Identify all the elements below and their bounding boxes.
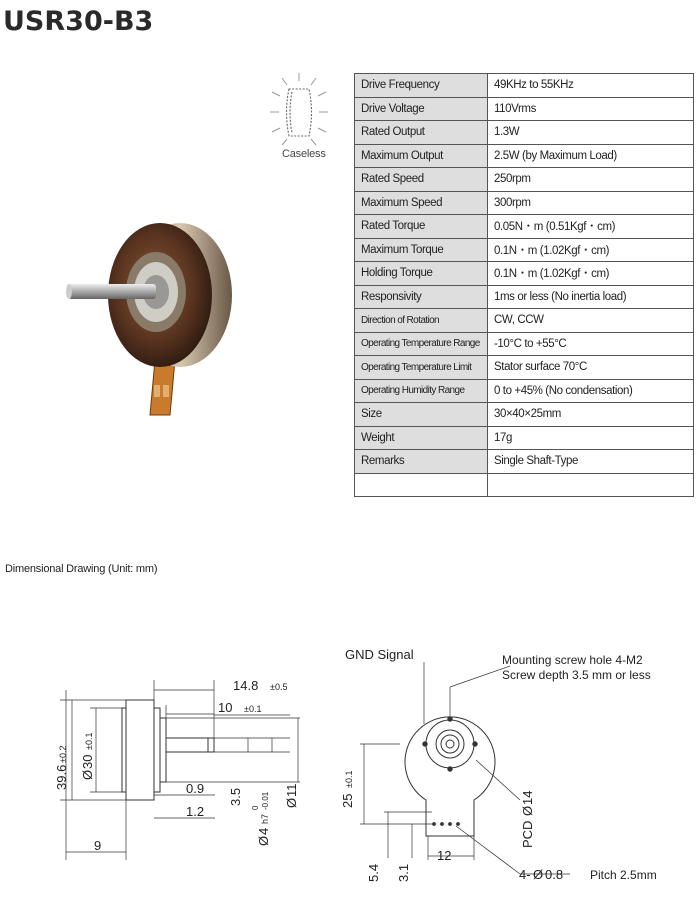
tol-4-lower: -0.01 xyxy=(261,791,270,810)
spec-row xyxy=(355,191,694,215)
spec-key: Rated Torque xyxy=(355,215,488,239)
spec-value: -10°C to +55°C xyxy=(488,332,694,356)
diameter-symbol-4: Ø xyxy=(256,835,271,846)
spec-value: 0 to +45% (No condensation) xyxy=(488,379,694,403)
tol-4-fit: h7 xyxy=(260,813,270,824)
diameter-symbol-11: Ø xyxy=(284,797,299,808)
blank-cell xyxy=(488,473,694,496)
spec-key: Operating Temperature Limit xyxy=(355,356,488,380)
spec-key: Size xyxy=(355,403,488,427)
gnd-signal-label: GND Signal xyxy=(345,647,414,662)
spec-row xyxy=(355,403,694,427)
spec-value: 1.3W xyxy=(488,121,694,145)
spec-key: Maximum Torque xyxy=(355,238,488,262)
tol-10: ±0.1 xyxy=(244,704,262,714)
spec-row xyxy=(355,309,694,333)
tol-25: ±0.1 xyxy=(344,770,354,788)
spec-row xyxy=(355,285,694,309)
dim-0-8: 0.8 xyxy=(545,867,564,882)
dim-39-6: 39.6 xyxy=(54,764,69,790)
spec-key: Drive Frequency xyxy=(355,74,488,98)
spec-table xyxy=(354,73,694,497)
dim-5-4: 5.4 xyxy=(366,863,381,882)
blank-cell xyxy=(355,473,488,496)
motor-photo xyxy=(60,200,240,430)
page-title: USR30-B3 xyxy=(3,6,154,37)
spec-value: 0.1N・m (1.02Kgf・cm) xyxy=(488,262,694,286)
spec-row xyxy=(355,356,694,380)
front-view xyxy=(360,662,570,874)
dim-4: 4 xyxy=(256,827,271,835)
spec-key: Rated Speed xyxy=(355,168,488,192)
spec-row xyxy=(355,215,694,239)
spec-key: Drive Voltage xyxy=(355,97,488,121)
dim-25: 25 xyxy=(340,793,355,808)
spec-row xyxy=(355,238,694,262)
spec-value: 0.05N・m (0.51Kgf・cm) xyxy=(488,215,694,239)
dim-14: 14 xyxy=(520,790,535,805)
spec-value: 30×40×25mm xyxy=(488,403,694,427)
dim-1-2: 1.2 xyxy=(186,804,205,819)
diameter-symbol-14: Ø xyxy=(520,805,535,816)
diameter-symbol-30: Ø xyxy=(80,769,95,780)
spec-key: Rated Output xyxy=(355,121,488,145)
dim-9: 9 xyxy=(94,838,102,853)
dim-14-8: 14.8 xyxy=(233,678,259,693)
spec-value: 250rpm xyxy=(488,168,694,192)
dim-3-1: 3.1 xyxy=(396,863,411,882)
spec-value: 1ms or less (No inertia load) xyxy=(488,285,694,309)
spec-key: Operating Humidity Range xyxy=(355,379,488,403)
spec-row xyxy=(355,332,694,356)
spec-value: 0.1N・m (1.02Kgf・cm) xyxy=(488,238,694,262)
spec-row xyxy=(355,426,694,450)
spec-value: 110Vrms xyxy=(488,97,694,121)
dimensional-drawing xyxy=(0,630,700,900)
spec-value: Stator surface 70°C xyxy=(488,356,694,380)
spec-row xyxy=(355,262,694,286)
tol-4-upper: 0 xyxy=(251,805,260,810)
spec-value: Single Shaft-Type xyxy=(488,450,694,474)
spec-key: Direction of Rotation xyxy=(355,309,488,333)
spec-row xyxy=(355,450,694,474)
dim-3-5: 3.5 xyxy=(228,787,243,806)
spec-key: Operating Temperature Range xyxy=(355,332,488,356)
tol-14-8: ±0.5 xyxy=(270,682,288,692)
mounting-hole-line2: Screw depth 3.5 mm or less xyxy=(502,668,651,682)
pcd-label: PCD xyxy=(520,820,535,848)
dim-30: 30 xyxy=(80,754,95,769)
spec-row xyxy=(355,379,694,403)
spec-key: Responsivity xyxy=(355,285,488,309)
spec-row xyxy=(355,168,694,192)
diameter-symbol-0-8: Ø xyxy=(533,867,544,882)
tol-39-6: ±0.2 xyxy=(58,745,68,763)
spec-value: 2.5W (by Maximum Load) xyxy=(488,144,694,168)
caseless-label: Caseless xyxy=(282,148,326,160)
spec-row xyxy=(355,97,694,121)
tol-30: ±0.1 xyxy=(84,732,94,750)
holes-prefix: 4- xyxy=(519,867,531,882)
dim-10: 10 xyxy=(218,700,233,715)
mounting-hole-line1: Mounting screw hole 4-M2 xyxy=(502,653,643,667)
spec-row xyxy=(355,121,694,145)
spec-key: Maximum Output xyxy=(355,144,488,168)
spec-value: 17g xyxy=(488,426,694,450)
dim-0-9: 0.9 xyxy=(186,781,205,796)
dim-11: 11 xyxy=(284,783,299,797)
spec-value: 300rpm xyxy=(488,191,694,215)
spec-key: Remarks xyxy=(355,450,488,474)
dimensional-drawing-label: Dimensional Drawing (Unit: mm) xyxy=(5,563,158,575)
spec-row xyxy=(355,144,694,168)
spec-key: Weight xyxy=(355,426,488,450)
spec-value: 49KHz to 55KHz xyxy=(488,74,694,98)
dim-12: 12 xyxy=(437,848,452,863)
spec-value: CW, CCW xyxy=(488,309,694,333)
spec-key: Holding Torque xyxy=(355,262,488,286)
spec-blank-row xyxy=(355,473,694,496)
spec-key: Maximum Speed xyxy=(355,191,488,215)
pitch-label: Pitch 2.5mm xyxy=(590,868,657,882)
spec-row xyxy=(355,74,694,98)
